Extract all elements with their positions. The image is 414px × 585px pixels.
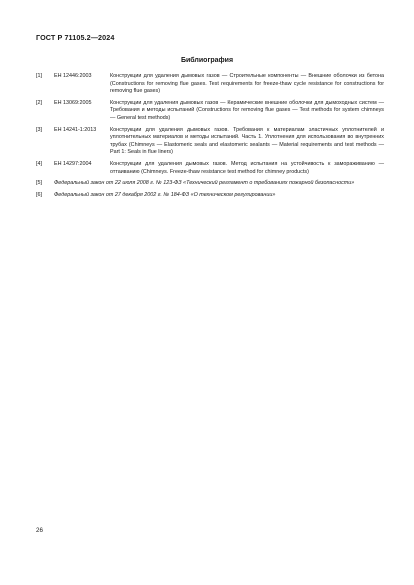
bibliography-entry bbox=[36, 100, 384, 123]
entry-number: [1] bbox=[36, 73, 42, 79]
entry-number: [4] bbox=[36, 160, 42, 167]
section-title: Библиография bbox=[180, 57, 234, 64]
document-header: ГОСТ Р 71105.2—2024 bbox=[36, 33, 115, 42]
bibliography-entry bbox=[36, 73, 384, 96]
standard-code: ЕН 13069:2005 bbox=[54, 99, 92, 106]
entry-title: Федеральный закон от 27 декабря 2002 г. № 184-ФЗ «О техническом регулировании» bbox=[54, 191, 276, 198]
standard-code: ЕН 14241-1:2013 bbox=[54, 126, 97, 133]
bibliography-entry bbox=[36, 161, 384, 176]
entry-title: Конструкции для удаления дымовых газов. Требования к материалам эластичных уплотнителей и уплотнительных материалов и методы испытаний. Часть 1. Уплотнения для использования во внутренних трубах (Chimneys — Elastomeric seals and elastomeric sealants — Material requirements and test methods — Part 1: Seals in flue liners) bbox=[110, 126, 384, 156]
bibliography-entry bbox=[36, 127, 384, 157]
entry-title: Конструкции для удаления дымовых газов — Строительные компоненты — Внешние оболочки из бетона (Constructions for removing flue gases. Test requirements for freeze-thaw cycle resistance for constructions for removing flue gases) bbox=[110, 73, 384, 95]
bibliography-entry bbox=[36, 192, 384, 200]
standard-code: ЕН 12446:2003 bbox=[54, 73, 92, 79]
page-number: 26 bbox=[36, 527, 43, 534]
entry-number: [2] bbox=[36, 99, 42, 106]
entry-number: [5] bbox=[36, 180, 42, 187]
entry-title: Федеральный закон от 22 июля 2008 г. № 123-ФЗ «Технический регламент о требованиях пожарной безопасности» bbox=[54, 180, 355, 187]
entry-title: Конструкции для удаления дымовых газов — Керамические внешние оболочки для дымоходных систем — Требования и методы испытаний (Constructions for removing flue gases — Test methods for system chimneys — General test methods) bbox=[110, 99, 384, 121]
entry-title: Конструкции для удаления дымовых газов. Метод испытания на устойчивость к замораживанию — оттаиванию (Chimneys. Freeze-thaw resistance test method for chimney products) bbox=[110, 160, 384, 175]
bibliography-list bbox=[36, 73, 384, 199]
bibliography-entry bbox=[36, 180, 384, 188]
standard-code: ЕН 14297:2004 bbox=[54, 160, 92, 167]
entry-number: [3] bbox=[36, 126, 42, 133]
entry-number: [6] bbox=[36, 191, 42, 198]
